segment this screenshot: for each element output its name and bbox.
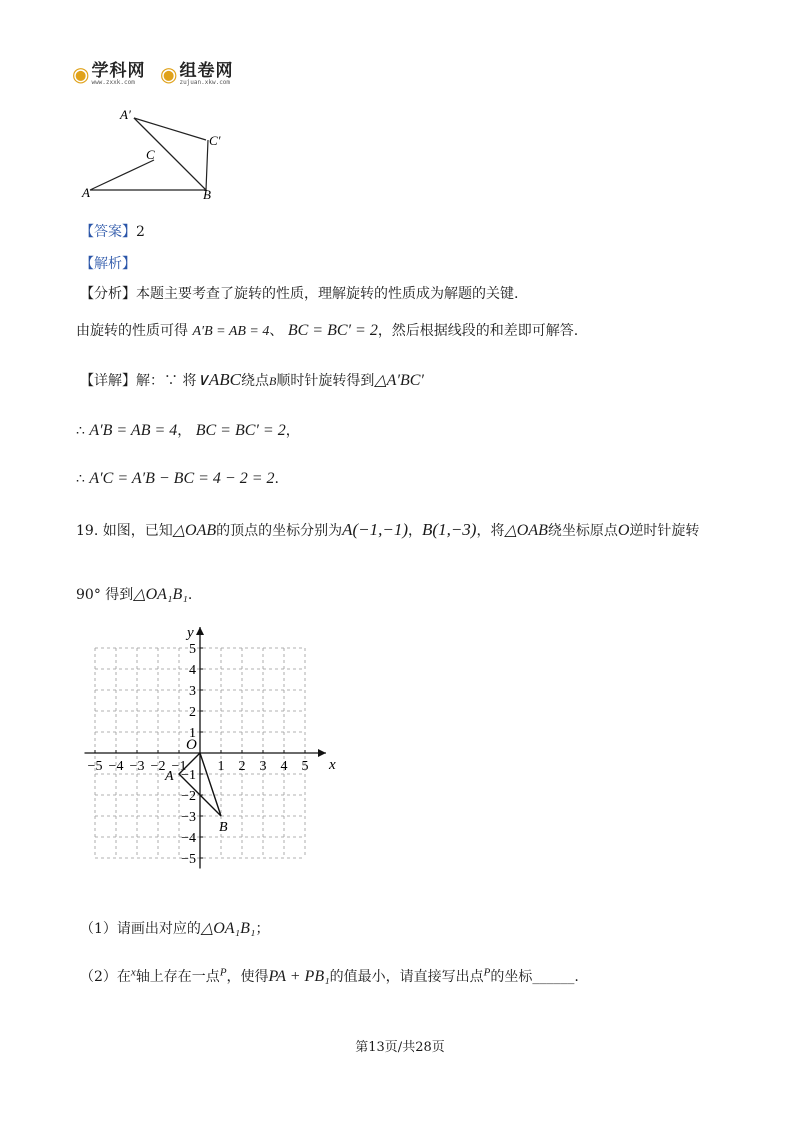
- equation: A′B = AB = 4: [192, 324, 270, 339]
- question-19-line2: [76, 584, 192, 604]
- triangle-symbol: △A′BC′: [374, 372, 424, 389]
- label-a-prime: A′: [120, 107, 131, 122]
- point-symbol: P: [483, 966, 491, 979]
- logo-subtitle: www.zxxk.com: [91, 78, 135, 86]
- x-axis-label: x: [329, 757, 336, 773]
- answer-tag: 【答案】: [80, 224, 136, 240]
- logo-zujuanwang: [160, 62, 233, 86]
- text: 请画出对应的: [116, 921, 201, 937]
- separator: ，: [177, 423, 192, 439]
- label-a: A: [82, 185, 90, 200]
- rotation-figure: [80, 105, 240, 205]
- text: 轴上存在一点: [135, 969, 220, 985]
- text: 在: [116, 969, 131, 985]
- owl-logo-icon: ◉: [72, 62, 90, 86]
- triangle-symbol: △OA₁B₁: [133, 586, 188, 603]
- logo-title: 学科网: [91, 60, 146, 81]
- step2-line: [76, 470, 279, 488]
- label-b: B: [203, 187, 211, 202]
- y-tick-label: −5: [181, 852, 196, 867]
- coordinate-grid: [80, 620, 340, 880]
- x-tick-label: −1: [171, 759, 187, 774]
- x-axis-arrow-icon: [318, 749, 326, 757]
- degree-value: 90°: [76, 587, 101, 603]
- point-symbol: P: [219, 966, 227, 979]
- triangle-symbol: △OAB: [172, 522, 217, 539]
- triangle-symbol: ∨ABC: [196, 370, 242, 389]
- separator: ，: [285, 423, 300, 439]
- y-axis-label: y: [187, 625, 194, 641]
- logo-title: 组卷网: [179, 60, 234, 81]
- graduate-logo-icon: ◉: [160, 62, 178, 86]
- text: 解：∵ 将: [136, 373, 197, 389]
- period: .: [574, 969, 579, 985]
- expression: PA + PB₁: [268, 968, 330, 985]
- text: 得到: [105, 587, 134, 603]
- x-tick-label: −5: [87, 759, 103, 774]
- text: ，使得: [226, 969, 269, 985]
- period: .: [274, 471, 279, 487]
- therefore-symbol: ∴: [76, 423, 85, 439]
- point-a-coord: A(−1,−1): [342, 520, 409, 539]
- equation: BC = BC′ = 2: [195, 422, 286, 439]
- y-tick-label: −2: [181, 789, 196, 804]
- part-number: （1）: [80, 921, 117, 937]
- y-tick-label: 3: [189, 684, 196, 699]
- origin-label: O: [186, 737, 197, 753]
- point-b-label: B: [219, 820, 228, 835]
- y-tick-label: −3: [181, 810, 196, 825]
- text: 逆时针旋转: [629, 523, 700, 539]
- x-tick-label: −3: [129, 759, 145, 774]
- text: 的顶点的坐标分别为: [216, 523, 343, 539]
- page-footer: 第13页/共28页: [355, 1040, 445, 1055]
- text: 顺时针旋转得到: [276, 373, 375, 389]
- logo-xuekewang: [72, 62, 145, 86]
- text: 绕点: [241, 373, 270, 389]
- x-tick-label: 5: [301, 759, 309, 774]
- analysis-tag: 【解析】: [80, 256, 136, 272]
- equation: A′B = AB = 4: [89, 422, 178, 439]
- rotation-property-line: [76, 320, 578, 340]
- x-tick-label: 4: [280, 759, 288, 774]
- analysis-line: [80, 283, 518, 303]
- x-tick-label: 3: [259, 759, 267, 774]
- triangle-symbol: △OA₁B₁: [200, 920, 256, 937]
- x-tick-label: 1: [217, 759, 225, 774]
- answer-line: [80, 221, 145, 241]
- answer-blank[interactable]: ______: [532, 969, 575, 985]
- text: 如图，已知: [102, 523, 173, 539]
- point-a-label: A: [165, 769, 174, 784]
- y-tick-label: 4: [189, 663, 196, 678]
- y-axis-arrow-icon: [196, 627, 204, 635]
- y-tick-label: 5: [189, 642, 196, 657]
- x-tick-label: 2: [238, 759, 246, 774]
- equation: A′C = A′B − BC = 4 − 2 = 2: [89, 470, 275, 487]
- period: .: [187, 587, 193, 603]
- text: 的值最小，请直接写出点: [329, 969, 484, 985]
- therefore-symbol: ∴: [76, 471, 85, 487]
- part-number: （2）: [80, 969, 117, 985]
- point-b-coord: B(1,−3): [422, 520, 477, 539]
- logo-subtitle: zujuan.xkw.com: [179, 78, 231, 86]
- y-tick-label: −1: [181, 768, 196, 783]
- detail-tag: 【详解】: [80, 373, 136, 389]
- detail-line: [80, 370, 424, 390]
- fenxi-tag: 【分析】: [80, 286, 136, 302]
- label-c: C: [146, 147, 155, 162]
- origin-symbol: O: [617, 522, 630, 539]
- question-number: 19.: [76, 523, 99, 539]
- question-19-line1: [76, 520, 699, 540]
- answer-value: 2: [136, 224, 145, 240]
- label-c-prime: C′: [209, 133, 221, 148]
- y-tick-label: 2: [189, 705, 196, 720]
- y-tick-label: −4: [181, 831, 196, 846]
- part2-line: [80, 966, 579, 986]
- text: ，然后根据线段的和差即可解答.: [377, 323, 579, 339]
- triangle-symbol: △OAB: [504, 522, 548, 539]
- x-tick-label: −2: [150, 759, 166, 774]
- part1-line: [80, 918, 269, 938]
- axis-symbol: x: [130, 966, 136, 979]
- step1-line: [76, 420, 300, 440]
- text: ，将: [476, 523, 505, 539]
- text: 的坐标: [490, 969, 533, 985]
- fenxi-text: 本题主要考查了旋转的性质，理解旋转的性质成为解题的关键.: [136, 286, 519, 302]
- x-tick-label: −4: [108, 759, 124, 774]
- text: 由旋转的性质可得: [76, 323, 188, 339]
- separator: ，: [408, 523, 423, 539]
- equation: BC = BC′ = 2: [287, 322, 378, 339]
- point-symbol: B: [269, 374, 277, 388]
- text: ；: [255, 921, 270, 937]
- y-tick-label: 1: [189, 726, 196, 741]
- separator: 、: [269, 323, 284, 339]
- text: 绕坐标原点: [547, 523, 618, 539]
